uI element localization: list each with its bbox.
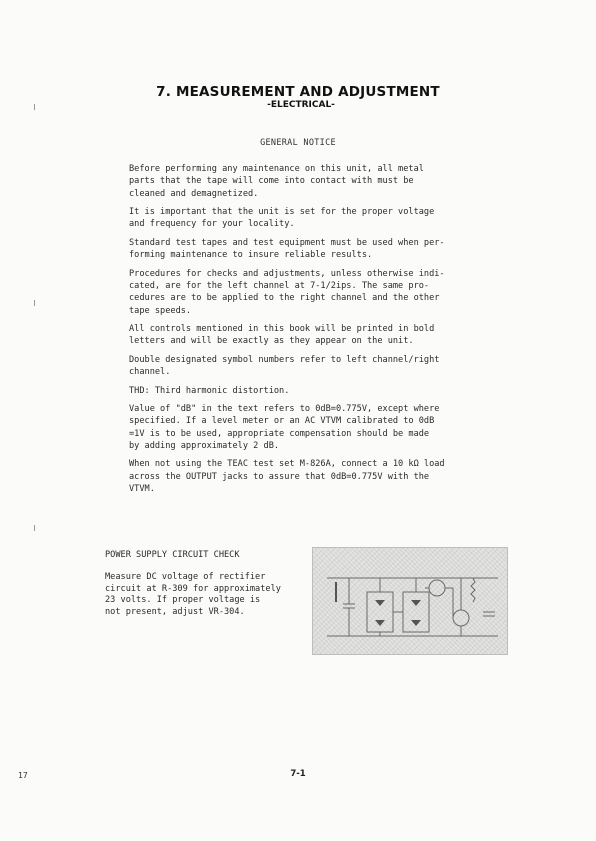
paragraph-thd: THD: Third harmonic distortion. [129,385,290,396]
resistor-r309 [471,578,475,602]
ground-mark [335,582,337,602]
paragraph-procedures: Procedures for checks and adjustments, unless otherwise indi- cated, are for the left channel at 7-1/2ips. The same pro- cedures are to be applied to the right channel and the other tape speeds. [129,268,445,316]
schematic-drawing [313,548,507,654]
general-notice-title: GENERAL NOTICE [260,138,336,148]
paragraph-maintenance: Before performing any maintenance on this unit, all metal parts that the tape will come into contact with must be cleaned and demagnetized. [129,164,424,199]
transistor-2 [453,610,469,626]
power-supply-schematic [312,547,508,655]
power-supply-title: POWER SUPPLY CIRCUIT CHECK [105,550,240,560]
paragraph-symbols: Double designated symbol numbers refer to left channel/right channel. [129,354,440,378]
general-notice-body [129,163,509,502]
edge-mark-1 [34,104,35,110]
power-supply-text: Measure DC voltage of rectifier circuit at R-309 for approximately 23 volts. If proper voltage is not present, adjust VR-304. [105,572,281,617]
diode-3 [411,600,421,606]
diode-2 [375,620,385,626]
edge-mark-2 [34,300,35,306]
edge-mark-3 [34,525,35,531]
paragraph-output-load: When not using the TEAC test set M-826A, connect a 10 kΩ load across the OUTPUT jacks to assure that 0dB=0.775V with the VTVM. [129,459,445,495]
transistor-1 [429,580,445,596]
paragraph-controls: All controls mentioned in this book will be printed in bold letters and will be exactly as they appear on the unit. [129,324,435,347]
paragraph-db-value: Value of "dB" in the text refers to 0dB=0.775V, except where specified. If a level meter or an AC VTVM calibrated to 0dB =1V is to be used, appropriate compensation should be made by adding approximately 2 dB. [129,404,440,451]
diode-4 [411,620,421,626]
footer-page-number-left: 17 [18,771,28,780]
paragraph-test-tapes: Standard test tapes and test equipment must be used when per- forming maintenance to insure reliable results. [129,237,445,261]
page-subheading: -ELECTRICAL- [267,100,335,110]
diode-1 [375,600,385,606]
page-heading: 7. MEASUREMENT AND ADJUSTMENT [156,84,440,100]
paragraph-voltage: It is important that the unit is set for the proper voltage and frequency for your locality. [129,207,435,230]
footer-page-number: 7-1 [290,769,306,779]
